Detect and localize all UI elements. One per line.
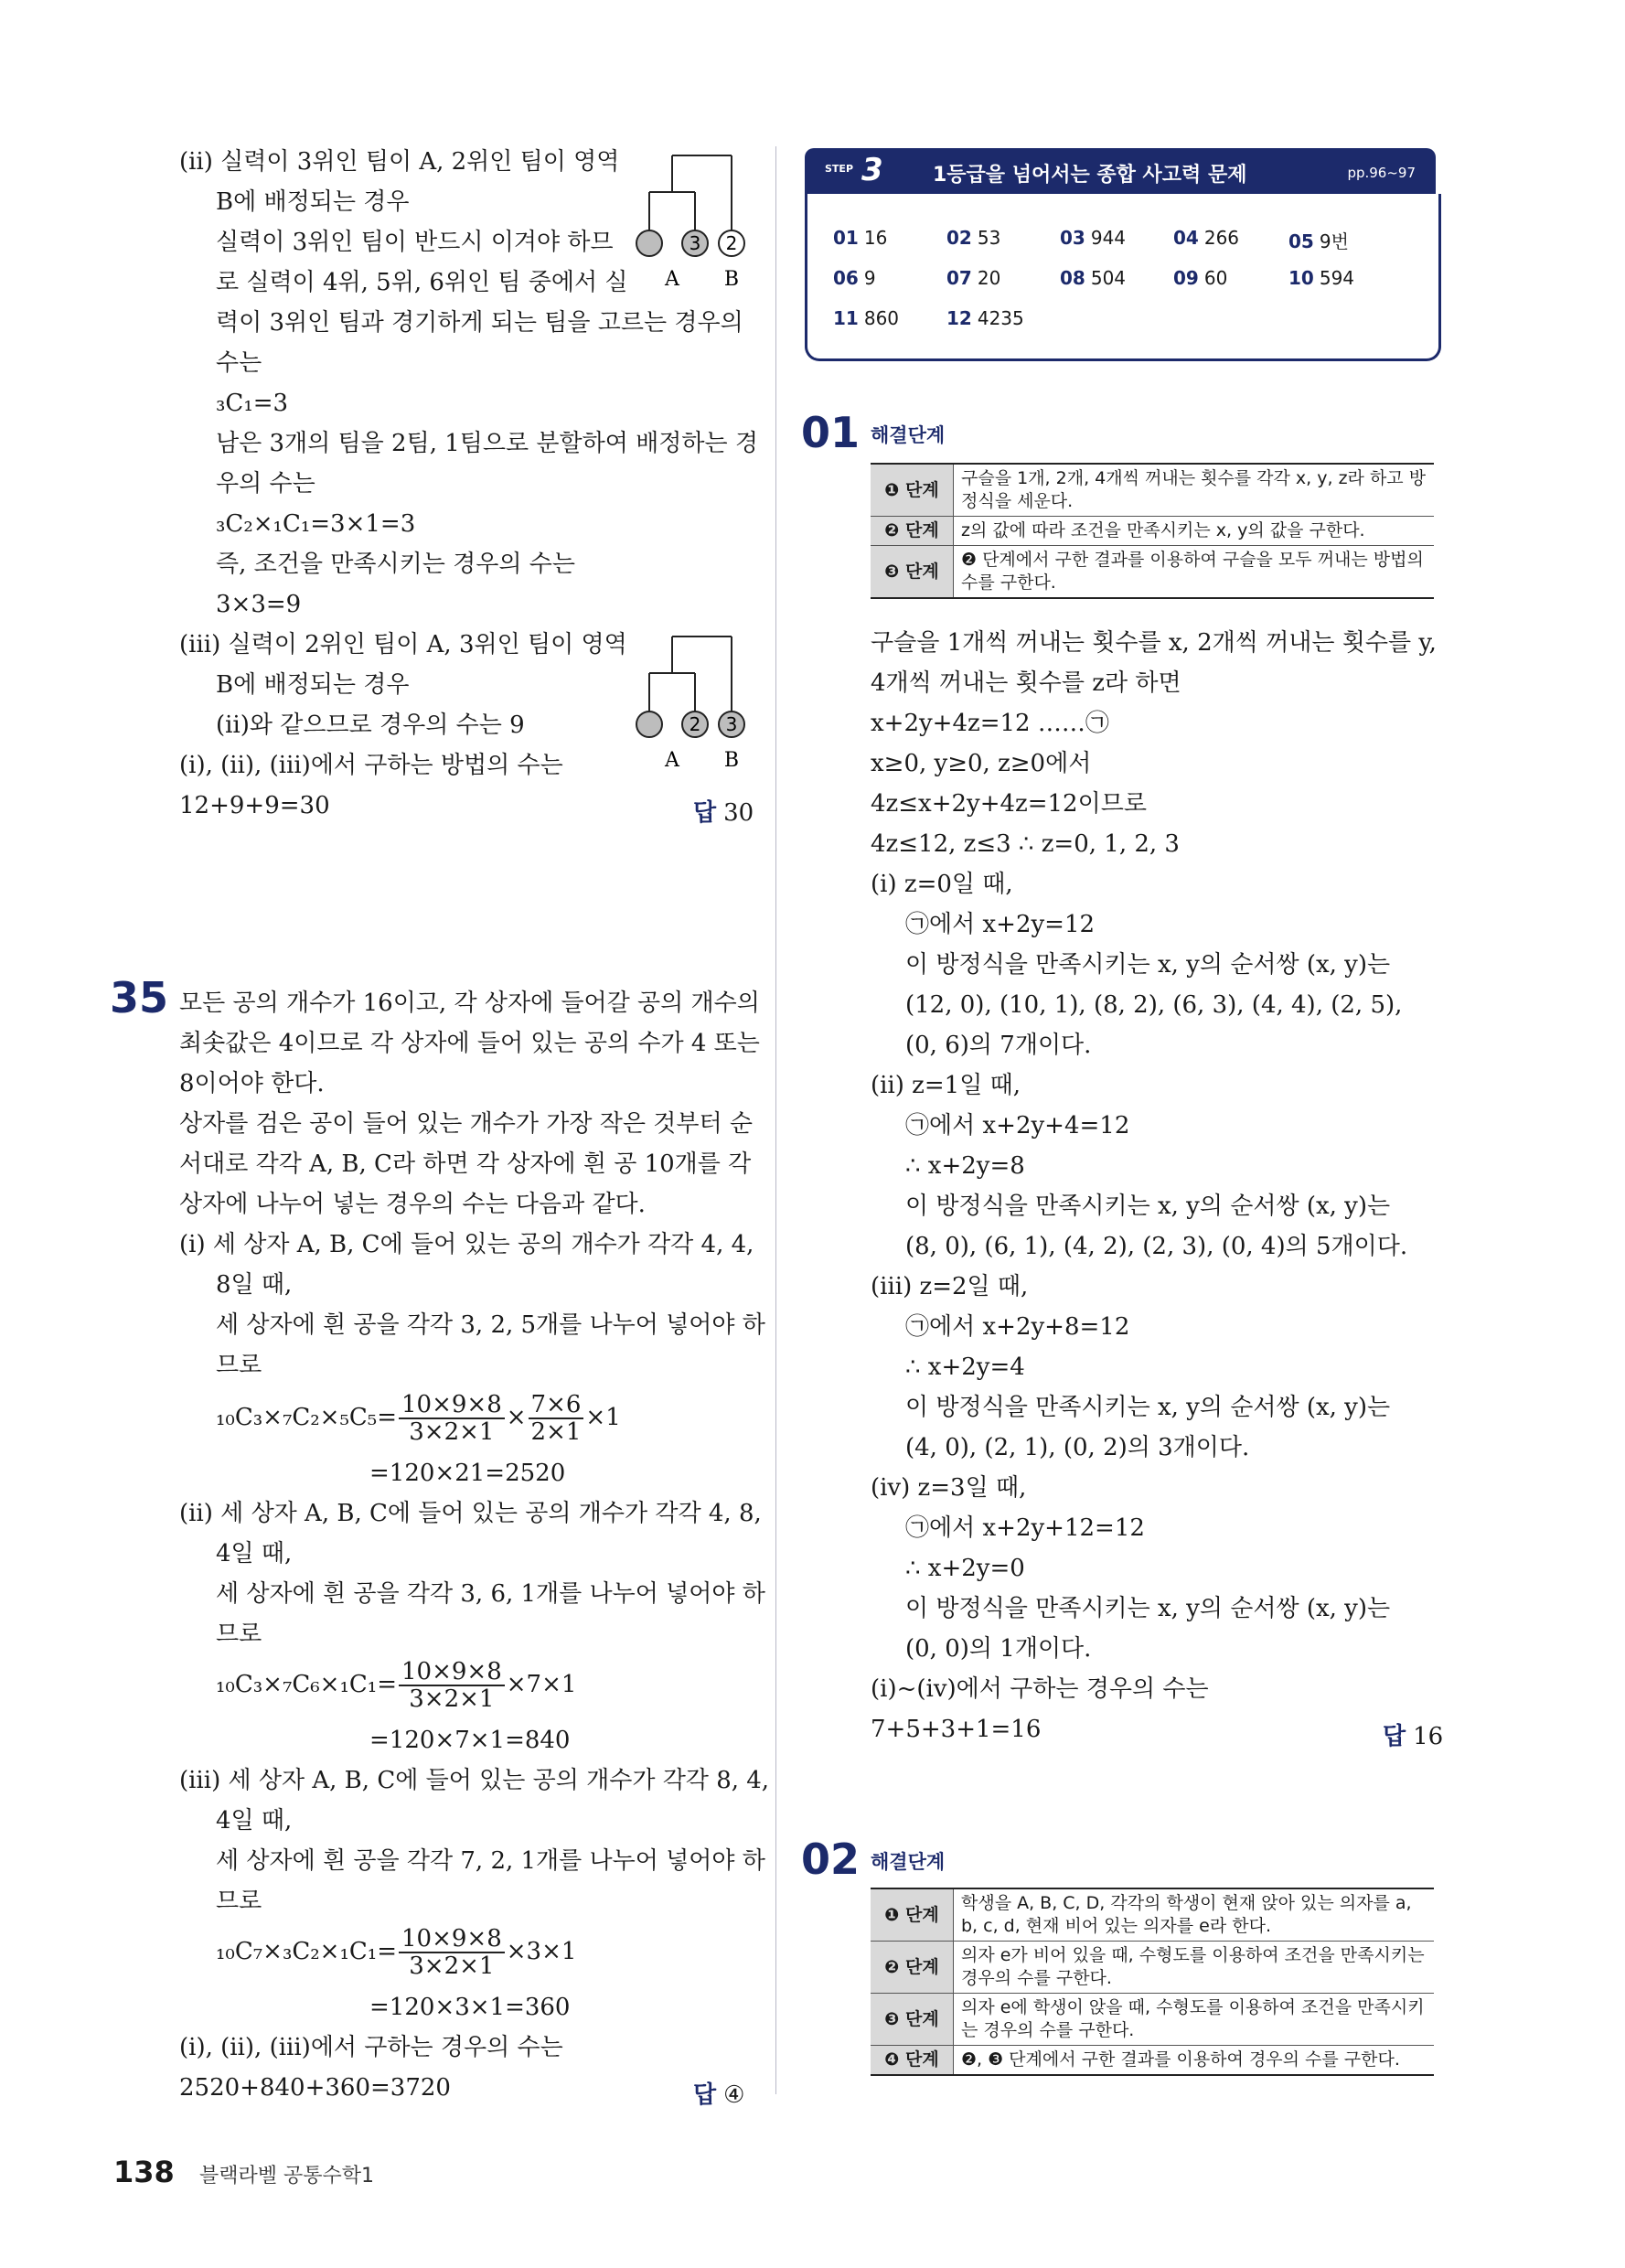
text-line: 상자에 나누어 넣는 경우의 수는 다음과 같다. [179, 1191, 646, 1218]
text-line: 남은 3개의 팀을 2팀, 1팀으로 분할하여 배정하는 경 [216, 430, 758, 457]
answer-key-item: 05 9번 [1288, 230, 1349, 252]
text-line: 최솟값은 4이므로 각 상자에 들어 있는 공의 수가 4 또는 [179, 1030, 760, 1057]
text-line: 즉, 조건을 만족시키는 경우의 수는 [216, 551, 575, 578]
step-number: 3 [861, 152, 883, 188]
formula: ₁₀C₇×₃C₂×₁C₁= $\frac{10\times 9\times 8}{3\times 2\times 1}$ ×3×1 [216, 1925, 577, 1980]
answer-key-item: 01 16 [833, 227, 888, 249]
text-line: 이 방정식을 만족시키는 x, y의 순서쌍 (x, y)는 [905, 1394, 1391, 1421]
text-line: (12, 0), (10, 1), (8, 2), (6, 3), (4, 4), (2, 5), [905, 991, 1403, 1019]
stage-text: z의 값에 따라 조건을 만족시키는 x, y의 값을 구한다. [954, 517, 1435, 546]
answer-01 [1383, 1717, 1443, 1751]
answer-label: 답 [693, 799, 717, 827]
answer-value: 16 [1413, 1723, 1444, 1750]
text-line: 4일 때, [216, 1807, 293, 1835]
formula: ₁₀C₃×₇C₂×₅C₅= $\frac{10\times 9\times 8}{3\times 2\times 1}$ × $\frac{7\times 6}{2\times 1}$ ×1 [216, 1391, 621, 1446]
stage-row [871, 464, 1434, 517]
text-line: (ⅱ)와 같으므로 경우의 수는 9 [216, 711, 525, 739]
answer-key-item: 08 504 [1060, 267, 1127, 289]
tournament-diagram [631, 146, 759, 302]
stage-text: ❷, ❸ 단계에서 구한 결과를 이용하여 경우의 수를 구한다. [954, 2046, 1435, 2076]
text-line: 실력이 3위인 팀이 반드시 이겨야 하므 [216, 229, 614, 256]
text-line: 이 방정식을 만족시키는 x, y의 순서쌍 (x, y)는 [905, 1193, 1391, 1220]
solution-stages-table [871, 1888, 1434, 2076]
text-line: 우의 수는 [216, 470, 315, 497]
text-line: B에 배정되는 경우 [216, 188, 410, 216]
text-line: (ⅲ) 세 상자 A, B, C에 들어 있는 공의 개수가 각각 8, 4, [179, 1767, 770, 1794]
text-line: (ⅱ) z=1일 때, [871, 1072, 1021, 1099]
stage-row [871, 1888, 1434, 1942]
answer-key-item: 02 53 [946, 227, 1001, 249]
text-line: =120×3×1=360 [369, 1994, 571, 2021]
formula: ₁₀C₃×₇C₆×₁C₁= $\frac{10\times 9\times 8}{3\times 2\times 1}$ ×7×1 [216, 1658, 577, 1713]
text-line: 3×3=9 [216, 591, 302, 618]
text-line: 12+9+9=30 [179, 792, 330, 819]
text-line: (0, 0)의 1개이다. [905, 1635, 1092, 1663]
problem-number: 01 [801, 408, 861, 457]
answer-key-item: 06 9 [833, 267, 876, 289]
formula-lhs: ₁₀C₃×₇C₂×₅C₅= [216, 1404, 397, 1431]
stage-row [871, 1942, 1434, 1994]
text-line: ㉠에서 x+2y+8=12 [905, 1313, 1130, 1341]
text-line: (ⅱ) 세 상자 A, B, C에 들어 있는 공의 개수가 각각 4, 8, [179, 1500, 762, 1527]
stage-label: ❷ 단계 [871, 517, 954, 546]
text-line: (8, 0), (6, 1), (4, 2), (2, 3), (0, 4)의 5개이다. [905, 1233, 1408, 1260]
text-line: 이 방정식을 만족시키는 x, y의 순서쌍 (x, y)는 [905, 951, 1391, 979]
text-line: 수는 [216, 349, 262, 377]
text-line: 세 상자에 흰 공을 각각 3, 2, 5개를 나누어 넣어야 하 [216, 1311, 765, 1339]
problem-number: 35 [110, 973, 169, 1022]
text-line: (ⅰ), (ⅱ), (ⅲ)에서 구하는 방법의 수는 [179, 752, 563, 779]
solution-stages-table [871, 463, 1434, 599]
text-line: 이 방정식을 만족시키는 x, y의 순서쌍 (x, y)는 [905, 1595, 1391, 1622]
fraction: $\frac{10\times 9\times 8}{3\times 2\times 1}$ [399, 1392, 505, 1445]
text-line: ₃C₂×₁C₁=3×1=3 [216, 510, 416, 538]
text-line: 상자를 검은 공이 들어 있는 개수가 가장 작은 것부터 순 [179, 1110, 753, 1138]
stage-label: ❷ 단계 [871, 1942, 954, 1994]
answer-label: 답 [693, 2081, 717, 2109]
text-line: 므로 [216, 1888, 262, 1915]
text-line: 2520+840+360=3720 [179, 2074, 451, 2102]
stage-text: ❷ 단계에서 구한 결과를 이용하여 구슬을 모두 꺼내는 방법의 수를 구한다. [954, 546, 1435, 599]
answer-key-item: 07 20 [946, 267, 1001, 289]
stage-row [871, 546, 1434, 599]
text-line: x+2y+4z=12 ……㉠ [871, 710, 1109, 737]
answer-35 [693, 2076, 744, 2110]
stage-label: ❶ 단계 [871, 464, 954, 517]
text-line: ∴ x+2y=8 [905, 1152, 1025, 1180]
answer-key-item: 10 594 [1288, 267, 1355, 289]
formula-lhs: ₁₀C₃×₇C₆×₁C₁= [216, 1671, 397, 1698]
solution-stages-heading: 해결단계 [871, 1851, 946, 1873]
stage-text: 학생을 A, B, C, D, 각각의 학생이 현재 앉아 있는 의자를 a, b, c, d, 현재 비어 있는 의자를 e라 한다. [954, 1888, 1435, 1942]
fraction: $\frac{7\times 6}{2\times 1}$ [529, 1392, 584, 1445]
answer-key-item: 11 860 [833, 307, 900, 329]
answer-key-item: 09 60 [1173, 267, 1228, 289]
stage-row [871, 517, 1434, 546]
region-label: B [723, 268, 740, 291]
text-line: (ⅰ), (ⅱ), (ⅲ)에서 구하는 경우의 수는 [179, 2034, 563, 2061]
text-line: =120×7×1=840 [369, 1727, 571, 1754]
answer-key-item: 03 944 [1060, 227, 1127, 249]
text-line: 4개씩 꺼내는 횟수를 z라 하면 [871, 669, 1181, 697]
text-line: =120×21=2520 [369, 1460, 566, 1487]
step-header [805, 148, 1436, 196]
answer-key-item: 12 4235 [946, 307, 1024, 329]
answer-value: 30 [723, 799, 754, 827]
region-label: A [665, 749, 679, 772]
solution-stages-heading: 해결단계 [871, 424, 946, 446]
team-circle [636, 230, 662, 256]
text-line: B에 배정되는 경우 [216, 671, 410, 699]
text-line: ㉠에서 x+2y+4=12 [905, 1112, 1130, 1139]
text-line: 8일 때, [216, 1271, 293, 1299]
stage-text: 의자 e에 학생이 앉을 때, 수형도를 이용하여 조건을 만족시키는 경우의 수를 구한다. [954, 1994, 1435, 2046]
stage-row [871, 1994, 1434, 2046]
text-line: (4, 0), (2, 1), (0, 2)의 3개이다. [905, 1434, 1250, 1461]
stage-row [871, 2046, 1434, 2076]
team-rank: 3 [689, 232, 701, 254]
book-title: 블랙라벨 공통수학1 [199, 2165, 375, 2188]
text-line: 8이어야 한다. [179, 1070, 325, 1097]
text-line: (ⅰ) z=0일 때, [871, 871, 1013, 898]
team-circle [636, 711, 662, 737]
answer-key-box [805, 194, 1441, 361]
text-line: (ⅰ) 세 상자 A, B, C에 들어 있는 공의 개수가 각각 4, 4, [179, 1231, 754, 1258]
tournament-diagram [631, 627, 759, 783]
fraction: $\frac{10\times 9\times 8}{3\times 2\times 1}$ [399, 1926, 505, 1979]
formula-lhs: ₁₀C₇×₃C₂×₁C₁= [216, 1938, 397, 1965]
text-line: ㉠에서 x+2y=12 [905, 911, 1096, 938]
stage-label: ❶ 단계 [871, 1888, 954, 1942]
text-line: 7+5+3+1=16 [871, 1716, 1042, 1743]
text-line: (ⅱ) 실력이 3위인 팀이 A, 2위인 팀이 영역 [179, 148, 620, 176]
text-line: 세 상자에 흰 공을 각각 7, 2, 1개를 나누어 넣어야 하 [216, 1847, 765, 1875]
team-rank: 2 [689, 713, 701, 735]
text-line: 4z≤12, z≤3 ∴ z=0, 1, 2, 3 [871, 830, 1180, 858]
region-label: A [665, 268, 679, 291]
fraction: $\frac{10\times 9\times 8}{3\times 2\times 1}$ [399, 1659, 505, 1712]
text-line: 서대로 각각 A, B, C라 하면 각 상자에 흰 공 10개를 각 [179, 1150, 752, 1178]
text-line: (ⅲ) 실력이 2위인 팀이 A, 3위인 팀이 영역 [179, 631, 627, 658]
text-line: ₃C₁=3 [216, 390, 289, 417]
step-label: STEP [825, 163, 854, 175]
answer-label: 답 [1383, 1723, 1406, 1750]
text-line: 므로 [216, 1621, 262, 1648]
text-line: 구슬을 1개씩 꺼내는 횟수를 x, 2개씩 꺼내는 횟수를 y, [871, 629, 1437, 657]
text-line: 력이 3위인 팀과 경기하게 되는 팀을 고르는 경우의 [216, 309, 743, 337]
text-line: 세 상자에 흰 공을 각각 3, 6, 1개를 나누어 넣어야 하 [216, 1580, 765, 1608]
text-line: 모든 공의 개수가 16이고, 각 상자에 들어갈 공의 개수의 [179, 990, 760, 1017]
text-line: 4일 때, [216, 1540, 293, 1567]
step-title: 1등급을 넘어서는 종합 사고력 문제 [933, 164, 1247, 187]
stage-text: 구슬을 1개, 2개, 4개씩 꺼내는 횟수를 각각 x, y, z라 하고 방정식을 세운다. [954, 464, 1435, 517]
text-line: 므로 [216, 1352, 262, 1379]
stage-label: ❸ 단계 [871, 546, 954, 599]
text-line: (ⅲ) z=2일 때, [871, 1273, 1029, 1300]
answer-key-item: 04 266 [1173, 227, 1240, 249]
page-number: 138 [113, 2155, 175, 2189]
stage-label: ❹ 단계 [871, 2046, 954, 2076]
answer-34 [693, 794, 754, 828]
step-pages: pp.96~97 [1347, 165, 1416, 181]
text-line: ㉠에서 x+2y+12=12 [905, 1514, 1145, 1542]
text-line: (ⅰ)~(ⅳ)에서 구하는 경우의 수는 [871, 1675, 1209, 1703]
stage-text: 의자 e가 비어 있을 때, 수형도를 이용하여 조건을 만족시키는 경우의 수를 구한다. [954, 1942, 1435, 1994]
team-rank: 2 [725, 232, 738, 254]
text-line: 4z≤x+2y+4z=12이므로 [871, 790, 1147, 818]
region-label: B [723, 749, 740, 772]
stage-label: ❸ 단계 [871, 1994, 954, 2046]
team-rank: 3 [725, 713, 738, 735]
problem-number: 02 [801, 1835, 861, 1884]
text-line: x≥0, y≥0, z≥0에서 [871, 750, 1092, 777]
answer-value: ④ [723, 2081, 745, 2109]
text-line: ∴ x+2y=4 [905, 1353, 1025, 1381]
text-line: ∴ x+2y=0 [905, 1555, 1025, 1582]
text-line: (ⅳ) z=3일 때, [871, 1474, 1027, 1502]
text-line: (0, 6)의 7개이다. [905, 1032, 1092, 1059]
text-line: 로 실력이 4위, 5위, 6위인 팀 중에서 실 [216, 269, 628, 296]
column-divider [775, 146, 776, 2094]
